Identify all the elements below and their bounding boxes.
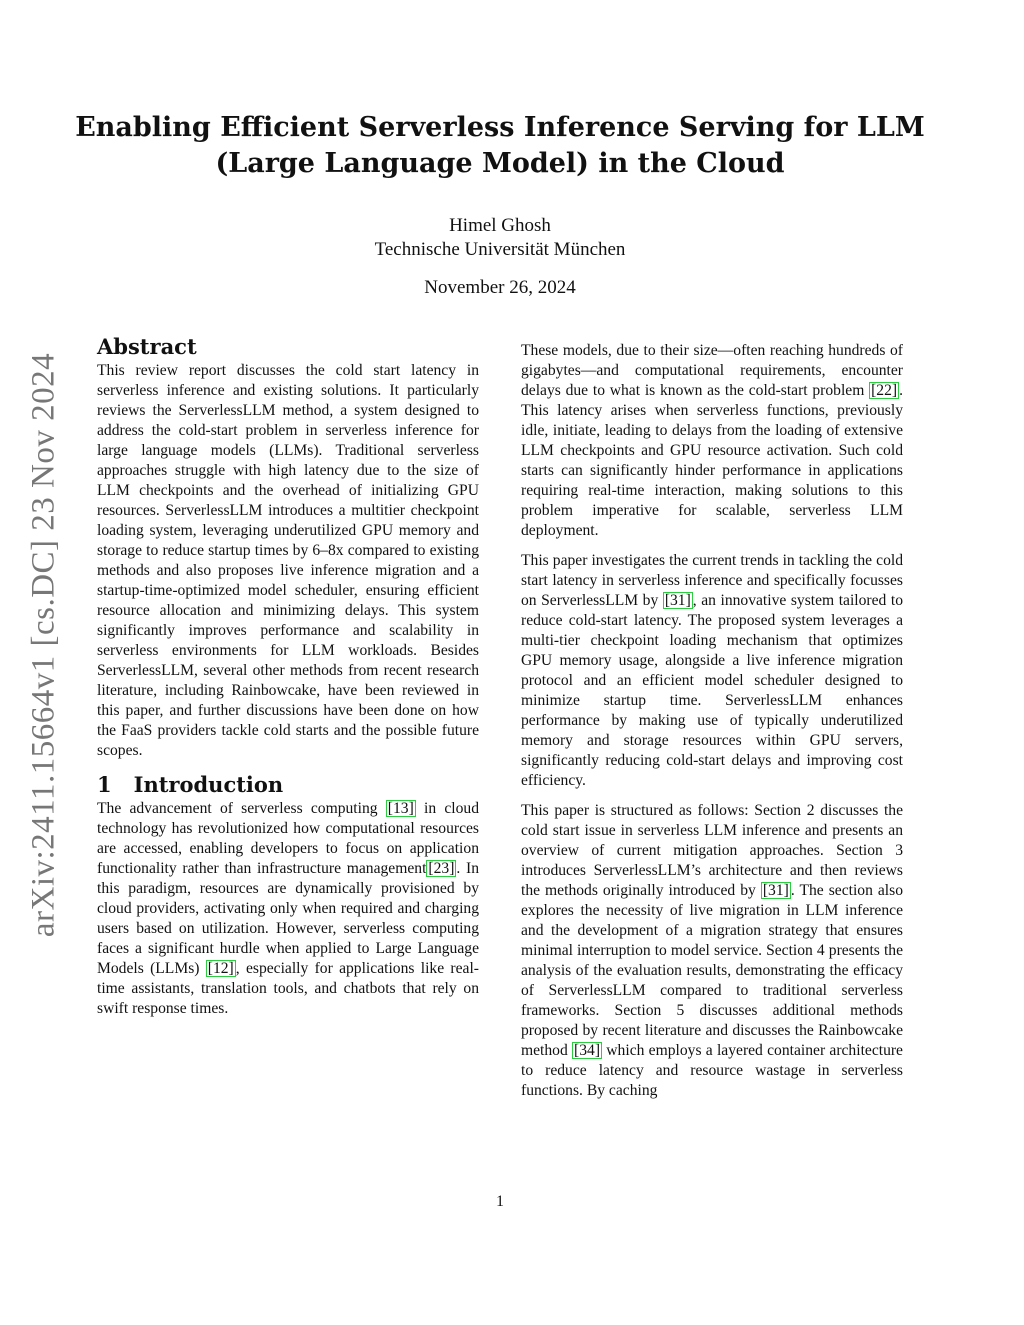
- citation-link[interactable]: [23]: [428, 860, 455, 877]
- page-number: 1: [496, 1193, 504, 1210]
- text-run: . The section also explores the necessity of live migration in LLM inference and the development of a migration strategy that ensures minimal interruption to model service. Section 4 presents the analysis of the evaluation results, demonstrating the efficacy of ServerlessLLM compared to traditional serverless frameworks. Section 5 discusses additional methods proposed by recent literature and discusses the Rainbowcake method: [521, 882, 903, 1059]
- abstract-text: This review report discusses the cold start latency in serverless inference and existing solutions. It particularly reviews the ServerlessLLM method, a system designed to address the cold-start problem in serverless inference for large language models (LLMs). Traditional serverless approaches struggle with high latency due to the size of LLM checkpoints and the overhead of initializing GPU resources. ServerlessLLM introduces a multitier checkpoint loading system, leveraging underutilized GPU memory and storage to reduce startup times by 6–8x compared to existing methods and also proposes live inference migration and a startup-time-optimized model scheduler, ensuring efficient resource allocation and minimizing delays. This system significantly improves performance and scalability in serverless environments for LLM workloads. Besides ServerlessLLM, several other methods from recent research literature, including Rainbowcake, have been reviewed in this paper, and further discussions have been done on how the FaaS providers tackle cold starts and the possible future scopes.: [97, 362, 479, 759]
- citation-link[interactable]: [22]: [871, 382, 898, 399]
- text-run: , an innovative system tailored to reduce cold-start latency. The proposed system leverages a multi-tier checkpoint loading mechanism that optimizes GPU memory usage, alongside a live inference migration protocol and an efficient model scheduler designed to minimize startup time. ServerlessLLM enhances performance by making use of typically underutilized memory and storage resources within GPU servers, significantly reducing cold-start delays and improving cost efficiency.: [521, 592, 903, 789]
- paper-date: November 26, 2024: [424, 277, 576, 298]
- citation-link[interactable]: [31]: [664, 592, 691, 609]
- title-line-1: Enabling Efficient Serverless Inference Serving for LLM: [75, 112, 925, 143]
- intro-paragraph-4: [521, 801, 903, 1101]
- section-number: 1: [97, 772, 112, 797]
- citation-link[interactable]: [13]: [387, 800, 414, 817]
- text-run: This paper investigates the current trends in tackling the cold start latency in serverless inference and specifically focusses on ServerlessLLM by: [521, 552, 903, 609]
- text-run: . This latency arises when serverless functions, previously idle, initiate, leading to delays from the loading of extensive LLM checkpoints and GPU resource activation. Such cold starts can significantly hinder performance in applications requiring real-time interaction, making solutions to this problem imperative for scalable, serverless LLM deployment.: [521, 382, 903, 539]
- text-run: which employs a layered container architecture to reduce latency and resource wastage in serverless functions. By caching: [521, 1042, 903, 1099]
- author-name: Himel Ghosh: [449, 215, 551, 236]
- text-run: These models, due to their size—often reaching hundreds of gigabytes—and computational requirements, encounter delays due to what is known as the cold-start problem: [521, 342, 903, 399]
- title-line-2: (Large Language Model) in the Cloud: [215, 148, 785, 179]
- arxiv-identifier: arXiv:2411.15664v1 [cs.DC] 23 Nov 2024: [25, 352, 62, 938]
- text-run: . In this paradigm, resources are dynamically provisioned by cloud providers, activating only when required and charging users based on utilization. However, serverless computing faces a significant hurdle when applied to Large Language Models (LLMs): [97, 860, 479, 977]
- intro-paragraph-2: [521, 341, 903, 541]
- left-column: [97, 333, 479, 1029]
- right-column: [521, 341, 903, 1111]
- text-run: The advancement of serverless computing: [97, 800, 386, 817]
- text-run: This paper is structured as follows: Section 2 discusses the cold start issue in serverless LLM inference and presents an overview of current mitigation approaches. Section 3 introduces ServerlessLLM’s architecture and then reviews the methods originally introduced by: [521, 802, 903, 899]
- paper-title: [60, 110, 940, 182]
- citation-link[interactable]: [12]: [207, 960, 234, 977]
- author-affiliation: Technische Universität München: [374, 239, 626, 260]
- citation-link[interactable]: [31]: [762, 882, 789, 899]
- text-run: in cloud technology has revolutionized how computational resources are accessed, enabling developers to focus on application functionality rather than infrastructure management: [97, 800, 479, 877]
- abstract-heading: Abstract: [97, 334, 197, 359]
- introduction-heading: [97, 771, 479, 799]
- citation-link[interactable]: [34]: [574, 1042, 601, 1059]
- intro-paragraph-3: [521, 551, 903, 791]
- author-block: [0, 214, 1000, 262]
- text-run: , especially for applications like real-time assistants, translation tools, and chatbots that rely on swift response times.: [97, 960, 479, 1017]
- intro-paragraph-1: [97, 799, 479, 1019]
- section-title: Introduction: [133, 772, 284, 797]
